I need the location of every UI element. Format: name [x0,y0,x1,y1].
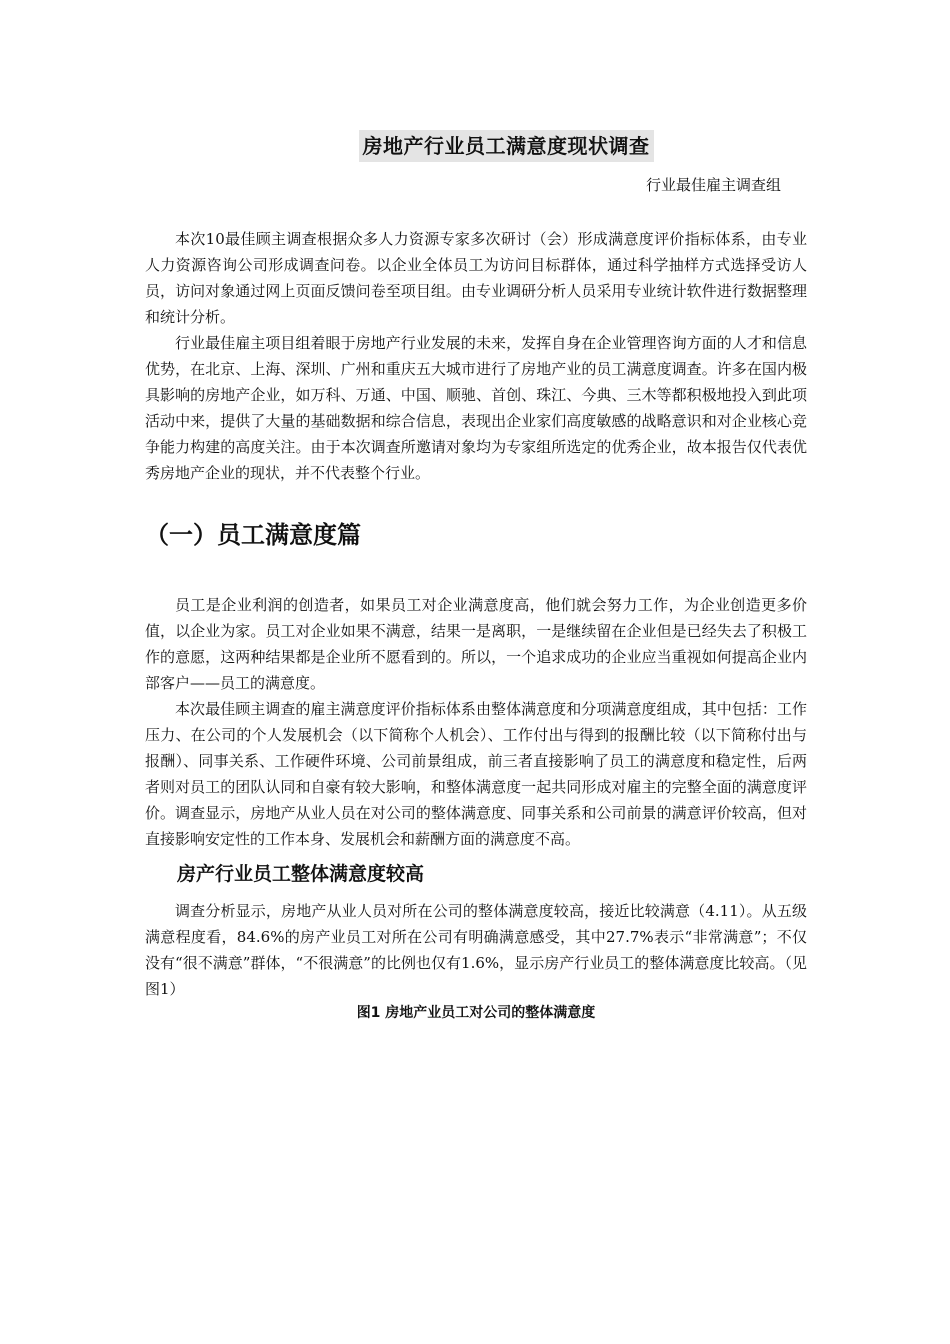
section-heading: （一）员工满意度篇 [145,521,361,549]
section-paragraph-2: 本次最佳顾主调查的雇主满意度评价指标体系由整体满意度和分项满意度组成，其中包括：工作压力、在公司的个人发展机会（以下简称个人机会）、工作付出与得到的报酬比较（以下简称付出与报酬）、同事关系、工作硬件环境、公司前景组成，前三者直接影响了员工的满意度和稳定性，后两者则对员工的团队认同和自豪有较大影响，和整体满意度一起共同形成对雇主的完整全面的满意度评价。调查显示，房地产从业人员在对公司的整体满意度、同事关系和公司前景的满意评价较高，但对直接影响安定性的工作本身、发展机会和薪酬方面的满意度不高。 [145,700,807,848]
document-title: 房地产行业员工满意度现状调查 [359,130,654,162]
sub-heading: 房产行业员工整体满意度较高 [177,863,425,885]
section-paragraph-3: 调查分析显示，房地产从业人员对所在公司的整体满意度较高，接近比较满意（4.11）。从五级满意程度看，84.6%的房产业员工对所在公司有明确满意感受，其中27.7%表示“非常满意”；不仅没有“很不满意”群体，“不很满意”的比例也仅有1.6%，显示房产行业员工的整体满意度比较高。（见图1） [145,902,807,998]
section-paragraph-1: 员工是企业利润的创造者，如果员工对企业满意度高，他们就会努力工作，为企业创造更多价值，以企业为家。员工对企业如果不满意，结果一是离职，一是继续留在企业但是已经失去了积极工作的意愿，这两种结果都是企业所不愿看到的。所以，一个追求成功的企业应当重视如何提高企业内部客户——员工的满意度。 [145,596,807,692]
title-wrapper [145,130,807,162]
document-page [145,130,807,1024]
figure-caption: 图1 房地产业员工对公司的整体满意度 [356,1005,596,1021]
author-line: 行业最佳雇主调查组 [645,176,781,194]
intro-paragraph-2: 行业最佳雇主项目组着眼于房地产行业发展的未来，发挥自身在企业管理咨询方面的人才和信息优势，在北京、上海、深圳、广州和重庆五大城市进行了房地产业的员工满意度调查。许多在国内极具影响的房地产企业，如万科、万通、中国、顺驰、首创、珠江、今典、三木等都积极地投入到此项活动中来，提供了大量的基础数据和综合信息，表现出企业家们高度敏感的战略意识和对企业核心竞争能力构建的高度关注。由于本次调查所邀请对象均为专家组所选定的优秀企业，故本报告仅代表优秀房地产企业的现状，并不代表整个行业。 [145,334,807,482]
intro-paragraph-1: 本次10最佳顾主调查根据众多人力资源专家多次研讨（会）形成满意度评价指标体系，由专业人力资源咨询公司形成调查问卷。以企业全体员工为访问目标群体，通过科学抽样方式选择受访人员，访问对象通过网上页面反馈问卷至项目组。由专业调研分析人员采用专业统计软件进行数据整理和统计分析。 [145,230,807,326]
